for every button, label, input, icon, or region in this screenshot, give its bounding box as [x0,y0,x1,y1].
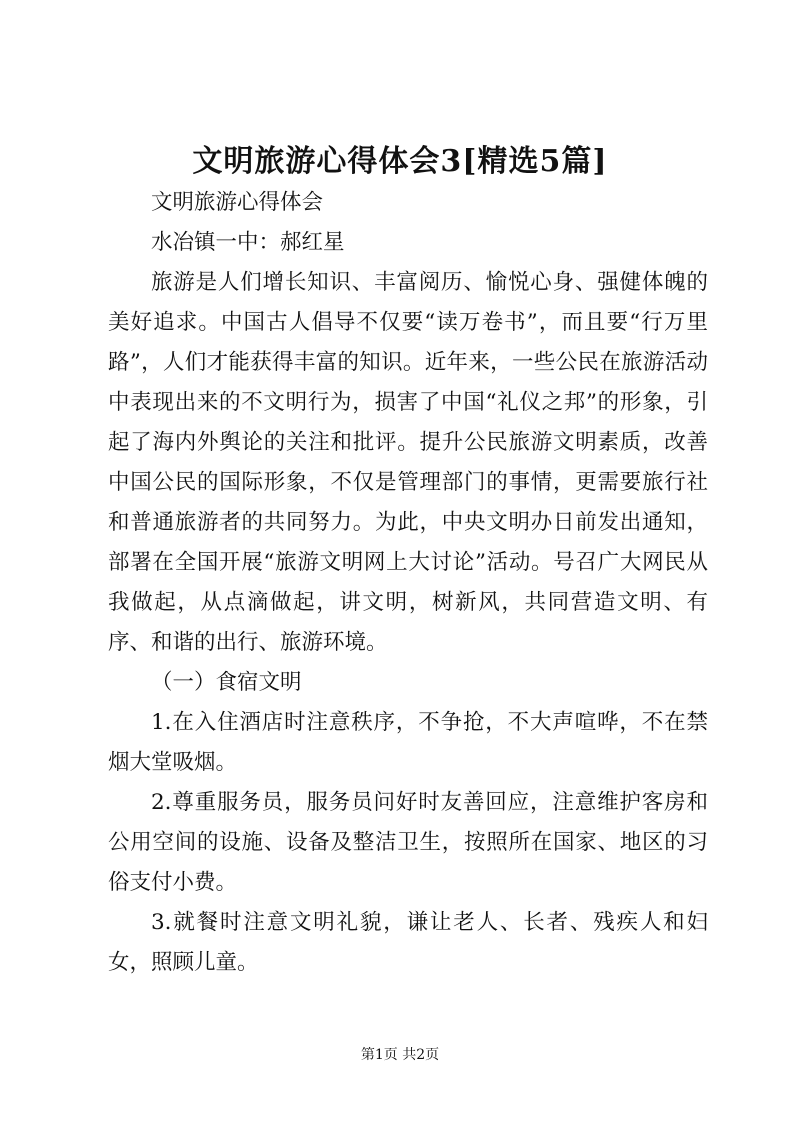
list-item: 1.在入住酒店时注意秩序，不争抢，不大声喧哗，不在禁烟大堂吸烟。 [108,710,708,775]
subtitle: 文明旅游心得体会 [151,190,324,215]
section-heading: （一）食宿文明 [151,670,302,695]
document-title: 文明旅游心得体会3[精选5篇] [192,144,608,179]
page-footer: 第1页 共2页 [360,1047,440,1063]
intro-paragraph: 旅游是人们增长知识、丰富阅历、愉悦心身、强健体魄的美好追求。中国古人倡导不仅要“读万卷书”，而且要“行万里路”，人们才能获得丰富的知识。近年来，一些公民在旅游活动中表现出来的不文明行为，损害了中国“礼仪之邦”的形象，引起了海内外舆论的关注和批评。提升公民旅游文明素质，改善中国公民的国际形象，不仅是管理部门的事情，更需要旅行社和普通旅游者的共同努力。为此，中央文明办日前发出通知，部署在全国开展“旅游文明网上大讨论”活动。号召广大网民从我做起，从点滴做起，讲文明，树新风，共同营造文明、有序、和谐的出行、旅游环境。 [108,270,708,655]
list-item: 2.尊重服务员，服务员问好时友善回应，注意维护客房和公用空间的设施、设备及整洁卫生，按照所在国家、地区的习俗支付小费。 [108,790,708,895]
list-item: 3.就餐时注意文明礼貌，谦让老人、长者、残疾人和妇女，照顾儿童。 [108,910,708,975]
document-body [108,183,708,983]
author-line: 水冶镇一中：郝红星 [151,230,345,255]
